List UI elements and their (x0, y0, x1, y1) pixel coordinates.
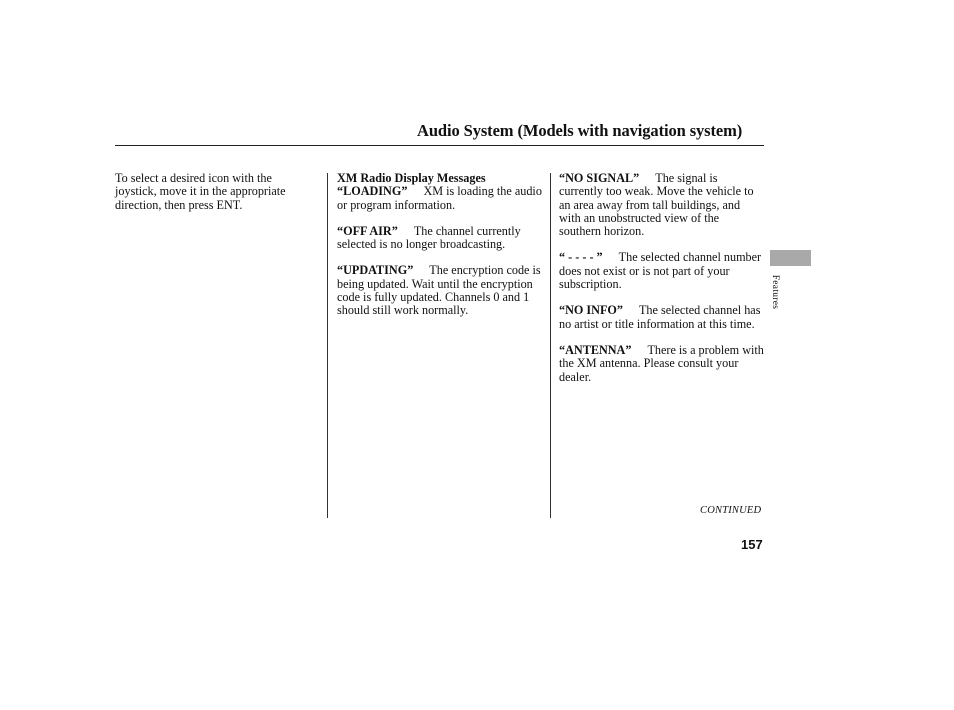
message-entry-no-signal (559, 172, 764, 238)
column-divider-1 (327, 173, 328, 518)
message-term: “UPDATING” (337, 263, 414, 278)
message-desc: The selected channel has no artist or title information at this time. (559, 303, 761, 331)
message-term: “LOADING” (337, 184, 408, 199)
section-tab-text: Features (770, 274, 780, 310)
page-number: 157 (741, 537, 763, 552)
message-desc: The channel currently selected is no longer broadcasting. (337, 223, 521, 252)
page-title: Audio System (Models with navigation system) (417, 121, 743, 140)
message-term: “ANTENNA” (559, 342, 632, 357)
intro-paragraph: To select a desired icon with the joystick, move it in the appropriate direction, then press ENT. (115, 171, 286, 212)
section-tab-label (769, 269, 781, 315)
message-term: “NO INFO” (559, 303, 623, 318)
message-entry-no-info (559, 304, 764, 331)
column-intro (115, 172, 310, 212)
message-entry-loading (337, 185, 542, 212)
message-desc: The encryption code is being updated. Wait until the encryption code is fully updated. Channels 0 and 1 should still work normally. (337, 263, 541, 318)
continued-label: CONTINUED (700, 505, 762, 516)
column-messages-2 (559, 172, 764, 384)
section-tab-marker (770, 250, 811, 266)
message-desc: The selected channel number does not exist or is not part of your subscription. (559, 250, 762, 292)
message-term: “NO SIGNAL” (559, 171, 640, 185)
message-desc: There is a problem with the XM antenna. Please consult your dealer. (559, 342, 764, 384)
message-desc: The signal is currently too weak. Move the vehicle to an area away from tall buildings, and with an unobstructed view of the southern horizon. (559, 171, 754, 239)
message-entry-antenna (559, 344, 764, 384)
message-entry-updating (337, 264, 542, 317)
section-heading: XM Radio Display Messages (337, 171, 486, 185)
title-rule (115, 145, 764, 146)
message-term: “OFF AIR” (337, 223, 398, 238)
column-messages-1 (337, 172, 542, 318)
message-term: “ - - - - ” (559, 250, 603, 265)
column-divider-2 (550, 173, 551, 518)
message-entry-off-air (337, 225, 542, 252)
message-desc: XM is loading the audio or program information. (337, 184, 542, 212)
message-entry-dashes (559, 251, 764, 291)
